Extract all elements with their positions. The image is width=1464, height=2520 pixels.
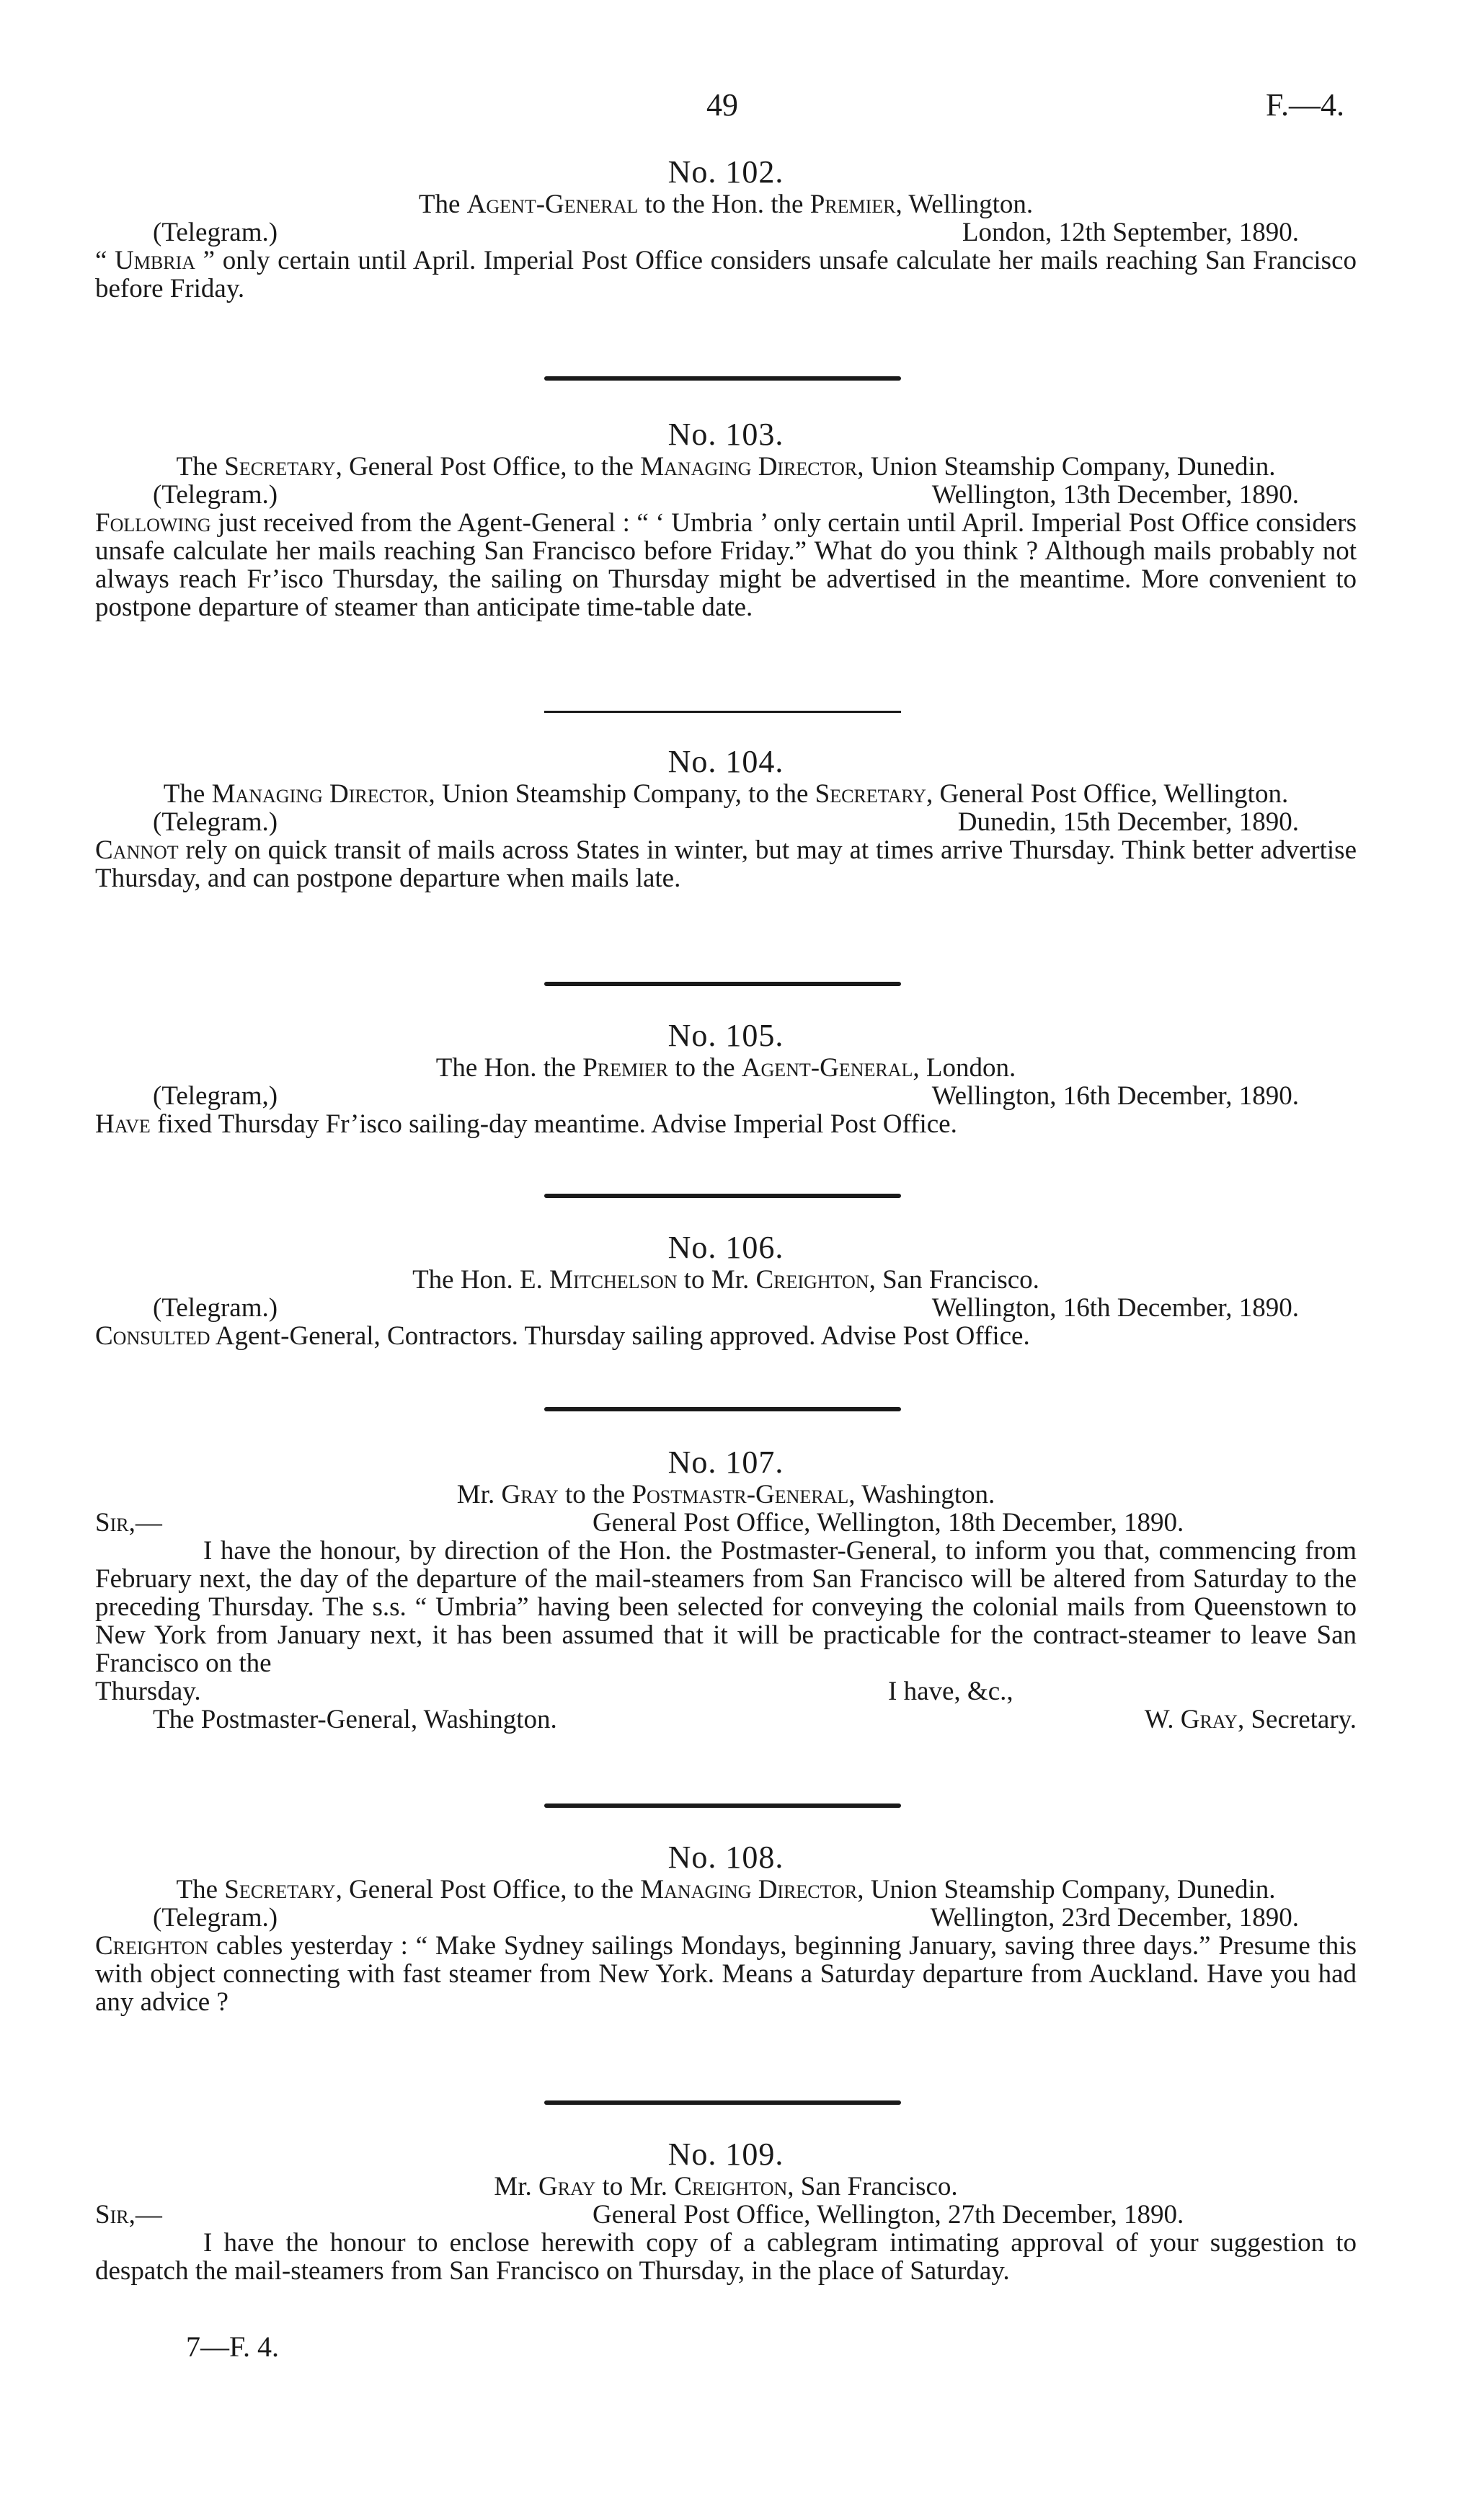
letter-number: No. 102. xyxy=(667,154,784,190)
salutation: Sir,— xyxy=(95,1508,162,1538)
letter-body: I have the honour, by direction of the Hon. the Postmaster-General, to inform you that, commencing from February next, the day of the departure of the mail-steamers from San Francisco will be altered from Saturday to the preceding Thursday. The s.s. “ Umbria” having been selected for conveying the colonial mails from Queenstown to New York from January next, it has been assumed that it will be practicable for the contract-steamer to leave San Francisco on the xyxy=(95,1536,1357,1678)
letter-body: Consulted Agent-General, Contractors. Thursday sailing approved. Advise Post Office. xyxy=(95,1321,1030,1351)
section-rule xyxy=(544,711,901,713)
signature-line xyxy=(95,1705,1357,1734)
signature: W. Gray, Secretary. xyxy=(1144,1705,1357,1734)
letter-102 xyxy=(95,154,1357,303)
signature-mark: 7—F. 4. xyxy=(186,2330,280,2363)
document-reference: F.—4. xyxy=(1266,87,1344,123)
section-rule xyxy=(544,2100,901,2105)
salutation: Sir,— xyxy=(95,2200,162,2230)
telegram-label: (Telegram.) xyxy=(153,218,278,247)
place-date: London, 12th September, 1890. xyxy=(962,218,1299,247)
letter-body: Have fixed Thursday Fr’isco sailing-day meantime. Advise Imperial Post Office. xyxy=(95,1109,957,1139)
place-date: Wellington, 23rd December, 1890. xyxy=(930,1903,1299,1933)
letter-number: No. 109. xyxy=(667,2137,784,2172)
page-number: 49 xyxy=(706,87,738,123)
letter-number: No. 105. xyxy=(667,1018,784,1053)
telegram-line xyxy=(95,481,1357,509)
telegram-line xyxy=(95,1294,1357,1322)
letter-body: “ Umbria ” only certain until April. Imperial Post Office considers unsafe calculate her mails reaching San Francisco before Friday. xyxy=(95,246,1357,303)
letter-number: No. 106. xyxy=(667,1230,784,1265)
telegram-label: (Telegram.) xyxy=(153,807,278,837)
place-date: General Post Office, Wellington, 27th December, 1890. xyxy=(593,2200,1184,2230)
letter-title: The Hon. the Premier to the Agent-General, London. xyxy=(435,1053,1016,1083)
letter-body: Cannot rely on quick transit of mails across States in winter, but may at times arrive Thursday. Think better advertise Thursday, and can postpone departure when mails late. xyxy=(95,835,1357,893)
letter-108 xyxy=(95,1840,1357,2016)
letter-105 xyxy=(95,1018,1357,1138)
letter-103 xyxy=(95,417,1357,621)
telegram-label: (Telegram.) xyxy=(153,1903,278,1933)
letter-title: The Agent-General to the Hon. the Premier, Wellington. xyxy=(418,190,1034,219)
letter-number: No. 107. xyxy=(667,1445,784,1480)
telegram-label: (Telegram.) xyxy=(153,480,278,510)
telegram-line xyxy=(95,1904,1357,1932)
place-date: Wellington, 13th December, 1890. xyxy=(931,480,1299,510)
telegram-label: (Telegram.) xyxy=(153,1293,278,1323)
telegram-line xyxy=(95,808,1357,836)
letter-title: The Secretary, General Post Office, to the Managing Director, Union Steamship Company, Dunedin. xyxy=(176,1875,1276,1904)
letter-number: No. 108. xyxy=(667,1840,784,1875)
letter-body: Creighton cables yesterday : “ Make Sydney sailings Mondays, beginning January, saving three days.” Presume this with object connecting with fast steamer from New York. Means a Saturday departure from Auckland. Have you had any advice ? xyxy=(95,1931,1357,2017)
telegram-label: (Telegram,) xyxy=(153,1081,278,1111)
letter-title: Mr. Gray to Mr. Creighton, San Francisco. xyxy=(494,2172,958,2201)
letter-title: The Secretary, General Post Office, to the Managing Director, Union Steamship Company, Dunedin. xyxy=(176,452,1276,482)
section-rule xyxy=(544,1804,901,1808)
section-rule xyxy=(544,1194,901,1198)
place-date: Wellington, 16th December, 1890. xyxy=(931,1081,1299,1111)
letter-title: The Hon. E. Mitchelson to Mr. Creighton, San Francisco. xyxy=(412,1265,1039,1295)
closing-line: Thursday. I have, &c., xyxy=(95,1677,1013,1706)
addressee: The Postmaster-General, Washington. xyxy=(153,1705,557,1734)
letter-body: Following just received from the Agent-General : “ ‘ Umbria ’ only certain until April. Imperial Post Office considers unsafe calculate her mails reaching San Francisco before Friday.” What do you think ? Although mails probably not always reach Fr’isco Thursday, the sailing on Thursday might be advertised in the meantime. More convenient to postpone departure of steamer than anticipate time-table date. xyxy=(95,508,1357,622)
salutation-line xyxy=(95,2201,1357,2229)
telegram-line xyxy=(95,1082,1357,1110)
letter-109 xyxy=(95,2137,1357,2285)
place-date: Dunedin, 15th December, 1890. xyxy=(957,807,1299,837)
letter-106 xyxy=(95,1230,1357,1350)
letter-body: I have the honour to enclose herewith copy of a cablegram intimating approval of your suggestion to despatch the mail-steamers from San Francisco on Thursday, in the place of Saturday. xyxy=(95,2228,1357,2286)
letter-107 xyxy=(95,1445,1357,1734)
letter-title: The Managing Director, Union Steamship Company, to the Secretary, General Post Office, Wellington. xyxy=(163,779,1289,809)
salutation-line xyxy=(95,1509,1357,1537)
section-rule xyxy=(544,376,901,381)
place-date: Wellington, 16th December, 1890. xyxy=(931,1293,1299,1323)
telegram-line xyxy=(95,218,1357,247)
section-rule xyxy=(544,982,901,986)
letter-number: No. 103. xyxy=(667,417,784,452)
section-rule xyxy=(544,1407,901,1411)
letter-title: Mr. Gray to the Postmastr-General, Washington. xyxy=(456,1480,995,1509)
closing: I have, &c., xyxy=(888,1677,1013,1706)
letter-number: No. 104. xyxy=(667,744,784,779)
letter-104 xyxy=(95,744,1357,892)
place-date: General Post Office, Wellington, 18th December, 1890. xyxy=(593,1508,1184,1538)
